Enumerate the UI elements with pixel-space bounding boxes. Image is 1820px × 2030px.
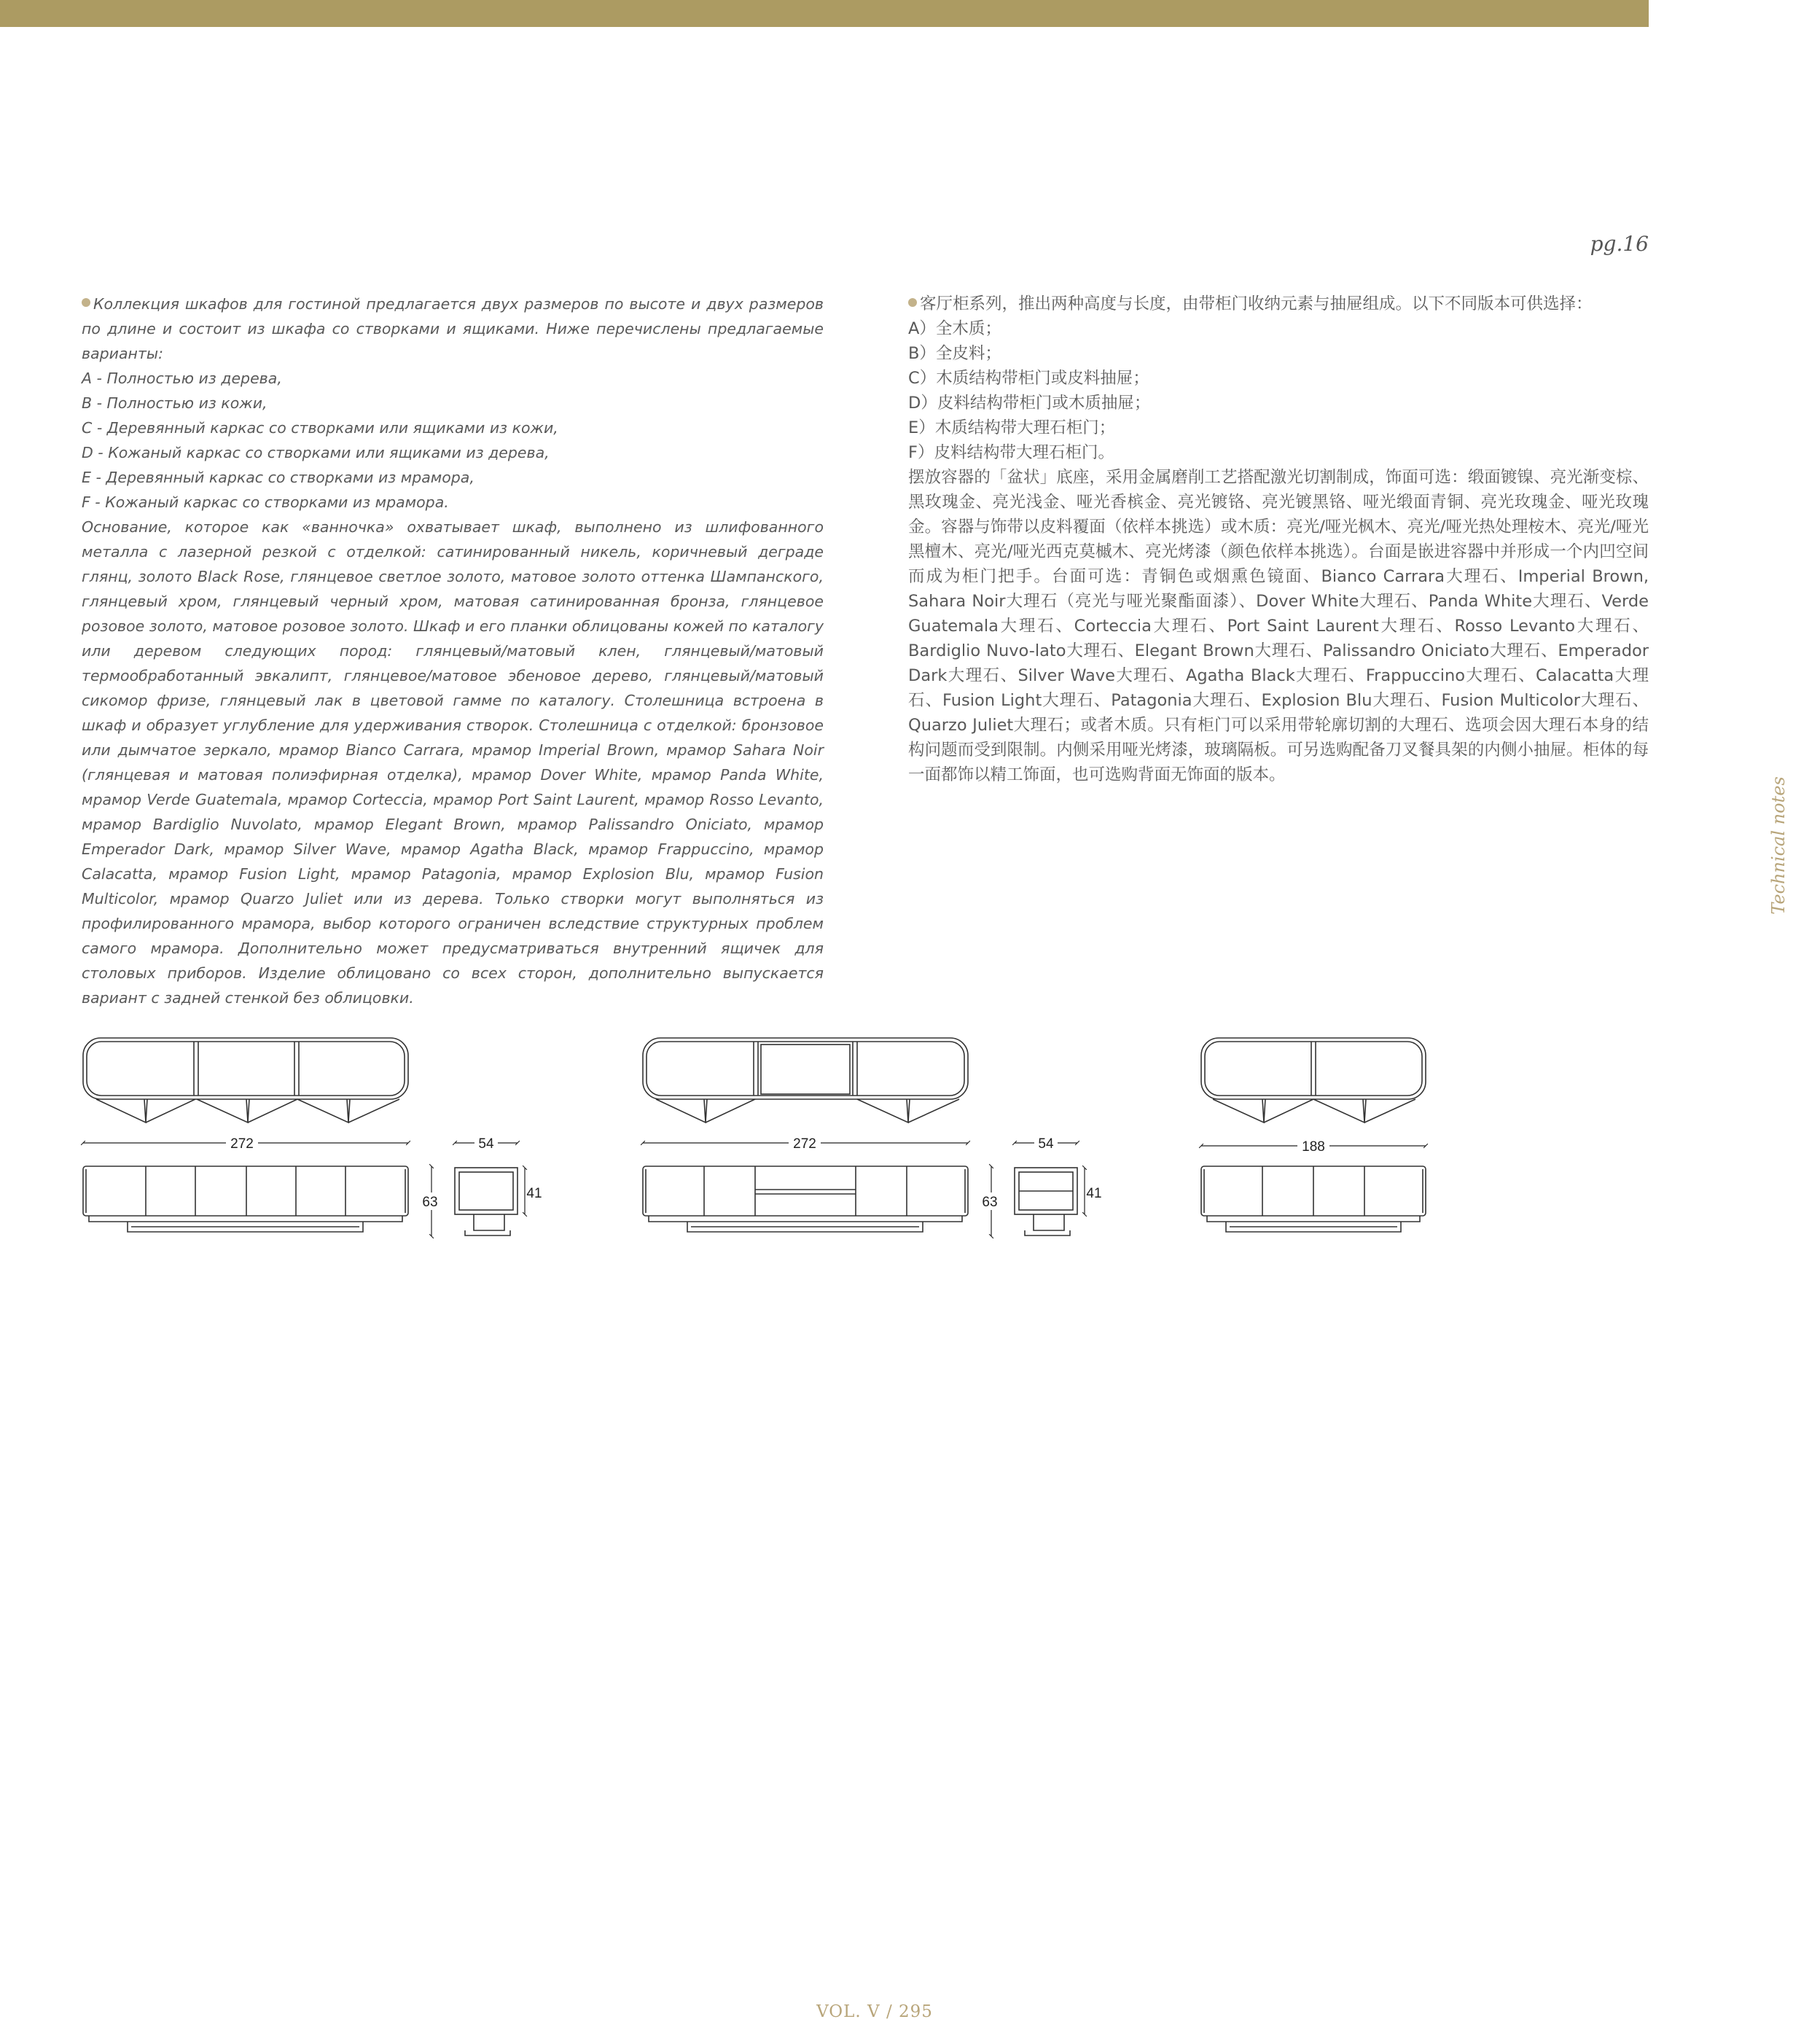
- ru-option: F - Кожаный каркас со створками из мрамора.: [82, 493, 449, 511]
- ru-intro: [82, 292, 824, 366]
- bullet-icon: [908, 298, 917, 307]
- dim-height-b: 63: [982, 1195, 998, 1210]
- front-view: [643, 1166, 968, 1232]
- page-number: pg.16: [1590, 232, 1649, 256]
- dim-depth-a: 54: [478, 1136, 494, 1152]
- dimension-lines: [83, 1143, 525, 1236]
- zh-option: C）木质结构带柜门或皮料抽屉；: [908, 369, 1149, 388]
- footer-volume: VOL. V / 295: [816, 2002, 933, 2021]
- ru-option: C - Деревянный каркас со створками или ящиками из кожи,: [82, 419, 558, 437]
- zh-intro-text: 客厅柜系列，推出两种高度与长度，由带柜门收纳元素与抽屉组成。以下不同版本可供选择：: [920, 294, 1593, 313]
- ru-option: A - Полностью из дерева,: [82, 370, 282, 387]
- zh-option: A）全木质；: [908, 319, 1001, 338]
- bullet-icon: [82, 298, 90, 307]
- zh-body: 摆放容器的「盆状」底座，采用金属磨削工艺搭配激光切割制成，饰面可选：缎面镀镍、亮光渐变棕、黑玫瑰金、亮光浅金、哑光香槟金、亮光镀铬、亮光镀黑铬、哑光缎面青铜、亮光玫瑰金、哑光玫瑰金。容器与饰带以皮料覆面（依样本挑选）或木质：亮光/哑光枫木、亮光/哑光热处理桉木、亮光/哑光黑檀木、亮光/哑光西克莫槭木、亮光烤漆（颜色依样本挑选）。台面是嵌进容器中并形成一个内凹空间而成为柜门把手。台面可选：青铜色或烟熏色镜面、Bianco Carrara大理石、Imperial Brown, Sahara Noir大理石（亮光与哑光聚酯面漆）、Dover White大理石、Panda White大理石、Verde Guatemala大理石、Corteccia大理石、Port Saint Laurent大理石、Rosso Levanto大理石、Bardiglio Nuvo-lato大理石、Elegant Brown大理石、Palissandro Oniciato大理石、Emperador Dark大理石、Silver Wave大理石、Agatha Black大理石、Frappuccino大理石、Calacatta大理石、Fusion Light大理石、Patagonia大理石、Explosion Blu大理石、Fusion Multicolor大理石、Quarzo Juliet大理石；或者木质。只有柜门可以采用带轮廓切割的大理石、选项会因大理石本身的结构问题而受到限制。内侧采用哑光烤漆，玻璃隔板。可另选购配备刀叉餐具架的内侧小抽屉。柜体的每一面都饰以精工饰面，也可选购背面无饰面的版本。: [908, 468, 1649, 784]
- dim-length-c: 188: [1302, 1139, 1325, 1155]
- sideboard-272-three-module: [83, 1038, 525, 1236]
- sideboard-272-drawer-module: [643, 1038, 1085, 1236]
- ru-intro-text: Коллекция шкафов для гостиной предлагается двух размеров по высоте и двух размеров по длине и состоит из шкафа со створками и ящиками. Ниже перечислены предлагаемые варианты:: [82, 295, 824, 362]
- ru-body: Основание, которое как «ванночка» охватывает шкаф, выполнено из шлифованного металла с лазерной резкой с отделкой: сатинированный никель, коричневый деграде глянц, золото Black Rose, глянцевое светлое золото, матовое золото оттенка Шампанского, глянцевый хром, глянцевый черный хром, матовая сатинированная бронза, глянцевое розовое золото, матовое розовое золото. Шкаф и его планки облицованы кожей по каталогу или деревом следующих пород: глянцевый/матовый клен, глянцевый/матовый термообработанный эвкалипт, глянцевое/матовое эбеновое дерево, глянцевый/матовый сикомор фризе, глянцевый лак в цветовой гамме по каталогу. Столешница встроена в шкаф и образует углубление для удерживания створок. Столешница с отделкой: бронзовое или дымчатое зеркало, мрамор Bianco Carrara, мрамор Imperial Brown, мрамор Sahara Noir (глянцевая и матовая полиэфирная отделка), мрамор Dover White, мрамор Panda White, мрамор Verde Guatemala, мрамор Corteccia, мрамор Port Saint Laurent, мрамор Rosso Levanto, мрамор Bardiglio Nuvolato, мрамор Elegant Brown, мрамор Palissandro Oniciato, мрамор Emperador Dark, мрамор Silver Wave, мрамор Agatha Black, мрамор Frappuccino, мрамор Calacatta, мрамор Fusion Light, мрамор Patagonia, мрамор Explosion Blu, мрамор Fusion Multicolor, мрамор Quarzo Juliet или из дерева. Только створки могут выполняться из профилированного мрамора, выбор которого ограничен вследствие структурных проблем самого мрамора. Дополнительно может предусматриваться внутренний ящичек для столовых приборов. Изделие облицовано со всех сторон, дополнительно выпускается вариант с задней стенкой без облицовки.: [82, 518, 824, 1007]
- zh-option: F）皮料结构带大理石柜门。: [908, 443, 1114, 462]
- front-view: [83, 1166, 408, 1232]
- zh-option: E）木质结构带大理石柜门；: [908, 418, 1116, 437]
- dim-length-b: 272: [793, 1136, 816, 1152]
- russian-description: [82, 292, 824, 1010]
- zh-option: B）全皮料；: [908, 344, 1001, 363]
- dim-height-a: 63: [422, 1195, 438, 1210]
- top-view: [83, 1038, 408, 1123]
- dim-length-a: 272: [230, 1136, 254, 1152]
- front-view: [1201, 1166, 1426, 1232]
- dim-side-height-a: 41: [526, 1186, 542, 1201]
- side-label-text: Technical notes: [1768, 776, 1789, 915]
- zh-intro: [908, 292, 1649, 316]
- sideboard-188-two-module: [1201, 1038, 1426, 1232]
- side-label: [1757, 776, 1800, 915]
- dim-side-height-b: 41: [1086, 1186, 1102, 1201]
- ru-option: E - Деревянный каркас со створками из мрамора,: [82, 469, 474, 486]
- side-view: [455, 1168, 518, 1235]
- ru-option: D - Кожаный каркас со створками или ящиками из дерева,: [82, 444, 550, 461]
- dimension-lines: [643, 1143, 1085, 1236]
- ru-option: B - Полностью из кожи,: [82, 394, 267, 412]
- zh-option: D）皮料结构带柜门或木质抽屉；: [908, 394, 1151, 413]
- dim-depth-b: 54: [1038, 1136, 1054, 1152]
- top-view: [643, 1038, 968, 1123]
- chinese-description: [908, 292, 1649, 787]
- top-accent-bar: [0, 0, 1649, 27]
- side-view: [1015, 1168, 1077, 1235]
- top-view: [1201, 1038, 1426, 1123]
- technical-drawings: [0, 1020, 1458, 1261]
